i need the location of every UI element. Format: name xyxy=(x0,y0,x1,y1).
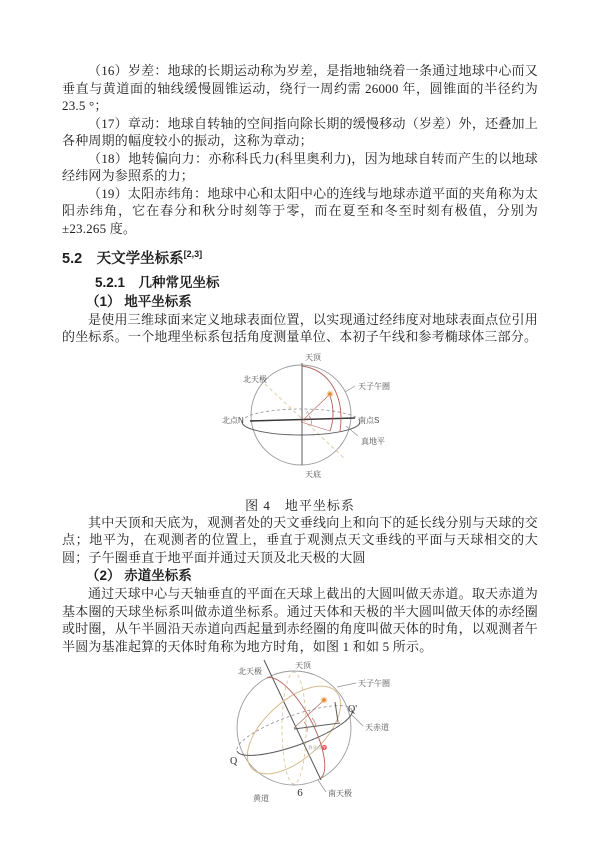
star-point xyxy=(322,699,326,703)
ecliptic-circle xyxy=(232,671,356,790)
center-to-foot-line xyxy=(301,422,330,431)
label-zenith: 天顶 xyxy=(305,352,321,362)
meridian-label-leader xyxy=(345,386,355,392)
center-to-star-line xyxy=(301,395,329,422)
paragraph-19-solar-declination: （19）太阳赤纬角：地球中心和太阳中心的连线与地球赤道平面的夹角称为太阳赤纬角，它在春分和秋分时刻等于零，而在夏至和冬至时刻有极值，分别为±23.265 度。 xyxy=(62,185,538,236)
label-south-celestial-pole: 南天极 xyxy=(328,789,352,799)
label-vernal-equinox: 春分点♈ xyxy=(308,745,328,751)
figure-4-svg xyxy=(200,352,440,494)
paragraph-16-precession: （16）岁差：地球的长期运动称为岁差，是指地轴绕着一条通过地球中心而又垂直与黄道面的轴线缓慢圆锥运动，绕行一周约需 26000 年，圆锥面的半径约为 23.5 °； xyxy=(62,63,538,113)
label-true-horizon: 真地平 xyxy=(361,436,385,446)
label-north-point: 北点N xyxy=(222,415,244,425)
paragraph-17-nutation: （17）章动：地球自转轴的空间指向除长期的缓慢移动（岁差）外，还叠加上各种周期的幅度较小的振动，这称为章动； xyxy=(62,115,538,148)
heading-equatorial-system: （2） 赤道坐标系 xyxy=(86,568,192,584)
paragraph-18-coriolis: （18）地转偏向力：亦称科氏力(科里奥利力)，因为地球自转而产生的以地球经纬网为参照系的力； xyxy=(62,150,538,183)
azimuth-angle-arc xyxy=(309,416,311,425)
meridian-label-leader xyxy=(337,683,356,687)
heading-5-2-1: 5.2.1 几种常见坐标 xyxy=(95,274,220,290)
heading-5-2-citation: [2,3] xyxy=(183,249,203,259)
label-zenith: 天顶 xyxy=(295,661,311,671)
declination-drop-line xyxy=(335,702,338,722)
heading-5-2-text: 5.2 天文学坐标系 xyxy=(62,250,184,267)
label-celestial-meridian: 天子午圈 xyxy=(358,381,390,391)
figure-4-horizontal-coordinate-diagram xyxy=(200,352,440,494)
label-hour-angle: t xyxy=(309,709,311,715)
label-celestial-equator: 天赤道 xyxy=(365,723,389,733)
paragraph-figure4-description: 其中天顶和天底为，观测者处的天文垂线向上和向下的延长线分别与天球的交点；地平为，在观测者的位置上，垂直于观测点天文垂线的平面与天球相交的大圆；子午圈垂直于地平面并通过天顶及北天极的大圆 xyxy=(62,514,538,565)
label-ecliptic: 黄道 xyxy=(253,794,269,804)
star-point xyxy=(328,392,332,396)
label-azimuth-angle: A xyxy=(306,409,310,415)
label-north-celestial-pole: 北天极 xyxy=(238,667,262,677)
paragraph-horizontal-intro: 是使用三维球面来定义地球表面位置，以实现通过经纬度对地球表面点位引用的坐标系。一个地理坐标系包括角度测量单位、本初子午线和参考椭球体三部分。 xyxy=(62,311,538,345)
label-north-celestial-pole: 北天极 xyxy=(243,374,267,384)
page-number: 6 xyxy=(297,787,303,799)
horizon-front-arc xyxy=(242,422,360,435)
heading-horizontal-system: （1） 地平坐标系 xyxy=(86,293,192,309)
horizon-label-leader xyxy=(346,426,358,436)
figure-4-caption: 图 4 地平坐标系 xyxy=(245,497,355,513)
celestial-equator-back xyxy=(230,696,357,768)
label-q: Q xyxy=(230,756,238,768)
star-vertical-circle-arc xyxy=(330,396,333,431)
meridian-arc xyxy=(302,366,341,431)
label-q-prime: Q' xyxy=(348,704,358,716)
label-south-point: 南点S xyxy=(358,415,380,425)
equator-label-leader xyxy=(352,715,363,726)
label-celestial-meridian: 天子午圈 xyxy=(358,679,390,689)
label-nadir: 天底 xyxy=(305,469,321,479)
center-to-star-line xyxy=(294,701,323,728)
paragraph-equatorial-intro: 通过天球中心与天轴垂直的平面在天球上截出的大圆叫做天赤道。取天赤道为基本圈的天球坐标系叫做赤道坐标系。通过天体和天极的半大圆叫做天体的赤经圈或时圈，从午半圆沿天赤道向西起量到赤经圈的角度叫做天体的时角，以观测者午半圆为基准起算的天体时角称为地方时角，如图 1 和如 5 所示。 xyxy=(62,586,538,654)
heading-5-2 xyxy=(62,244,538,270)
